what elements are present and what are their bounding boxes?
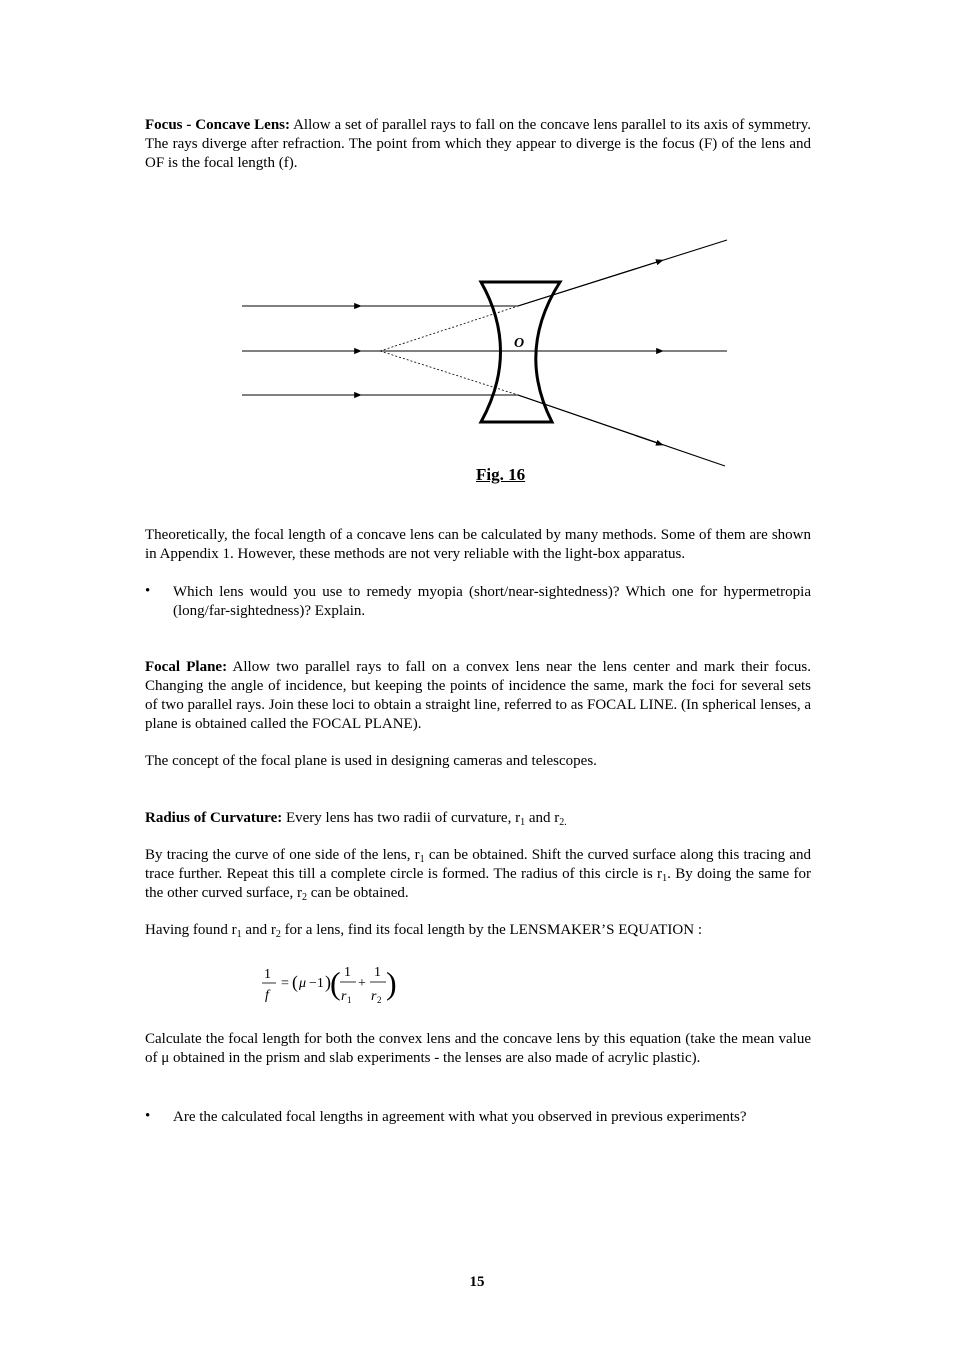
- tracing-paragraph: By tracing the curve of one side of the lens, $r_1$ can be obtained. Shift the curved surface along this tracing and trace further. Repeat this till a complete circle is formed. The radius of this circle is $r_1$. By doing the same for the other curved surface, $r_2$ can be obtained.: [145, 847, 811, 903]
- eq-minus-one: −1: [309, 976, 324, 991]
- lensmaker-equation: [260, 958, 410, 1008]
- calculate-paragraph: Calculate the focal length for both the convex lens and the concave lens by this equation (take the mean value of μ obtained in the prism and slab experiments - the lenses are also made of acrylic plastic).: [145, 1031, 811, 1066]
- eq-f: f: [265, 988, 269, 1003]
- having-found-paragraph: Having found $r_1$ and $r_2$ for a lens, find its focal length by the LENSMAKER’S EQUATION :: [145, 922, 702, 940]
- page-number: 15: [469, 1274, 485, 1290]
- focus-concave-text: Allow a set of parallel rays to fall on the concave lens parallel to its axis of symmetry. The rays diverge after refraction. The point from which they appear to diverge is the focus (F) of the lens and OF is the focal length (f).: [145, 117, 811, 171]
- eq-plus: +: [358, 976, 366, 991]
- lens-center-label: O: [514, 336, 525, 351]
- eq-equals: =: [281, 976, 289, 991]
- radius-paragraph: Radius of Curvature: Every lens has two radii of curvature, $r_1$ and $r_{2.}$: [145, 810, 567, 828]
- focal-plane-heading: Focal Plane:: [145, 659, 228, 675]
- concave-lens: [481, 282, 560, 422]
- incoming-rays: [242, 306, 727, 395]
- svg-text:(: (: [330, 965, 341, 1001]
- bullet-item-myopia: [145, 583, 811, 621]
- eq-r2: r: [371, 989, 377, 1004]
- svg-text:): ): [386, 965, 397, 1001]
- bullet-icon: •: [145, 1108, 151, 1124]
- radius-heading: Radius of Curvature:: [145, 810, 283, 826]
- svg-text:): ): [325, 972, 331, 992]
- focus-concave-heading: Focus - Concave Lens:: [145, 117, 290, 133]
- eq-numerator-one: 1: [264, 967, 271, 982]
- figure-caption: Fig. 16: [476, 465, 526, 484]
- eq-mu: μ: [299, 976, 307, 991]
- theory-paragraph: Theoretically, the focal length of a concave lens can be calculated by many methods. Some of them are shown in Appendix 1. However, these methods are not very reliable with the light-box apparatus.: [145, 527, 811, 562]
- svg-text:(: (: [292, 972, 298, 992]
- document-page: [145, 0, 811, 1351]
- refracted-rays: [518, 240, 727, 466]
- focal-plane-text: Allow two parallel rays to fall on a convex lens near the lens center and mark their focus. Changing the angle of incidence, but keeping the points of incidence the same, mark the foci for several sets of two parallel rays. Join these loci to obtain a straight line, referred to as FOCAL LINE. (In spherical lenses, a plane is obtained called the FOCAL PLANE).: [145, 659, 811, 732]
- bullet-text-myopia: Which lens would you use to remedy myopia (short/near-sightedness)? Which one for hypermetropia (long/far-sightedness)? Explain.: [173, 584, 811, 619]
- bullet-item-agreement: [145, 1108, 811, 1127]
- bullet-icon: •: [145, 583, 151, 599]
- svg-text:2: 2: [377, 995, 382, 1005]
- concave-lens-diagram: [225, 230, 735, 475]
- bullet-text-agreement: Are the calculated focal lengths in agreement with what you observed in previous experiments?: [173, 1109, 747, 1125]
- focal-plane-concept: The concept of the focal plane is used in designing cameras and telescopes.: [145, 753, 597, 769]
- eq-one-b: 1: [374, 965, 381, 980]
- refracted-ray-bottom-arrow: [518, 395, 660, 444]
- focal-plane-paragraph: [145, 658, 811, 734]
- eq-r1: r: [341, 989, 347, 1004]
- svg-text:1: 1: [347, 995, 352, 1005]
- eq-one-a: 1: [344, 965, 351, 980]
- focus-concave-paragraph: [145, 116, 811, 173]
